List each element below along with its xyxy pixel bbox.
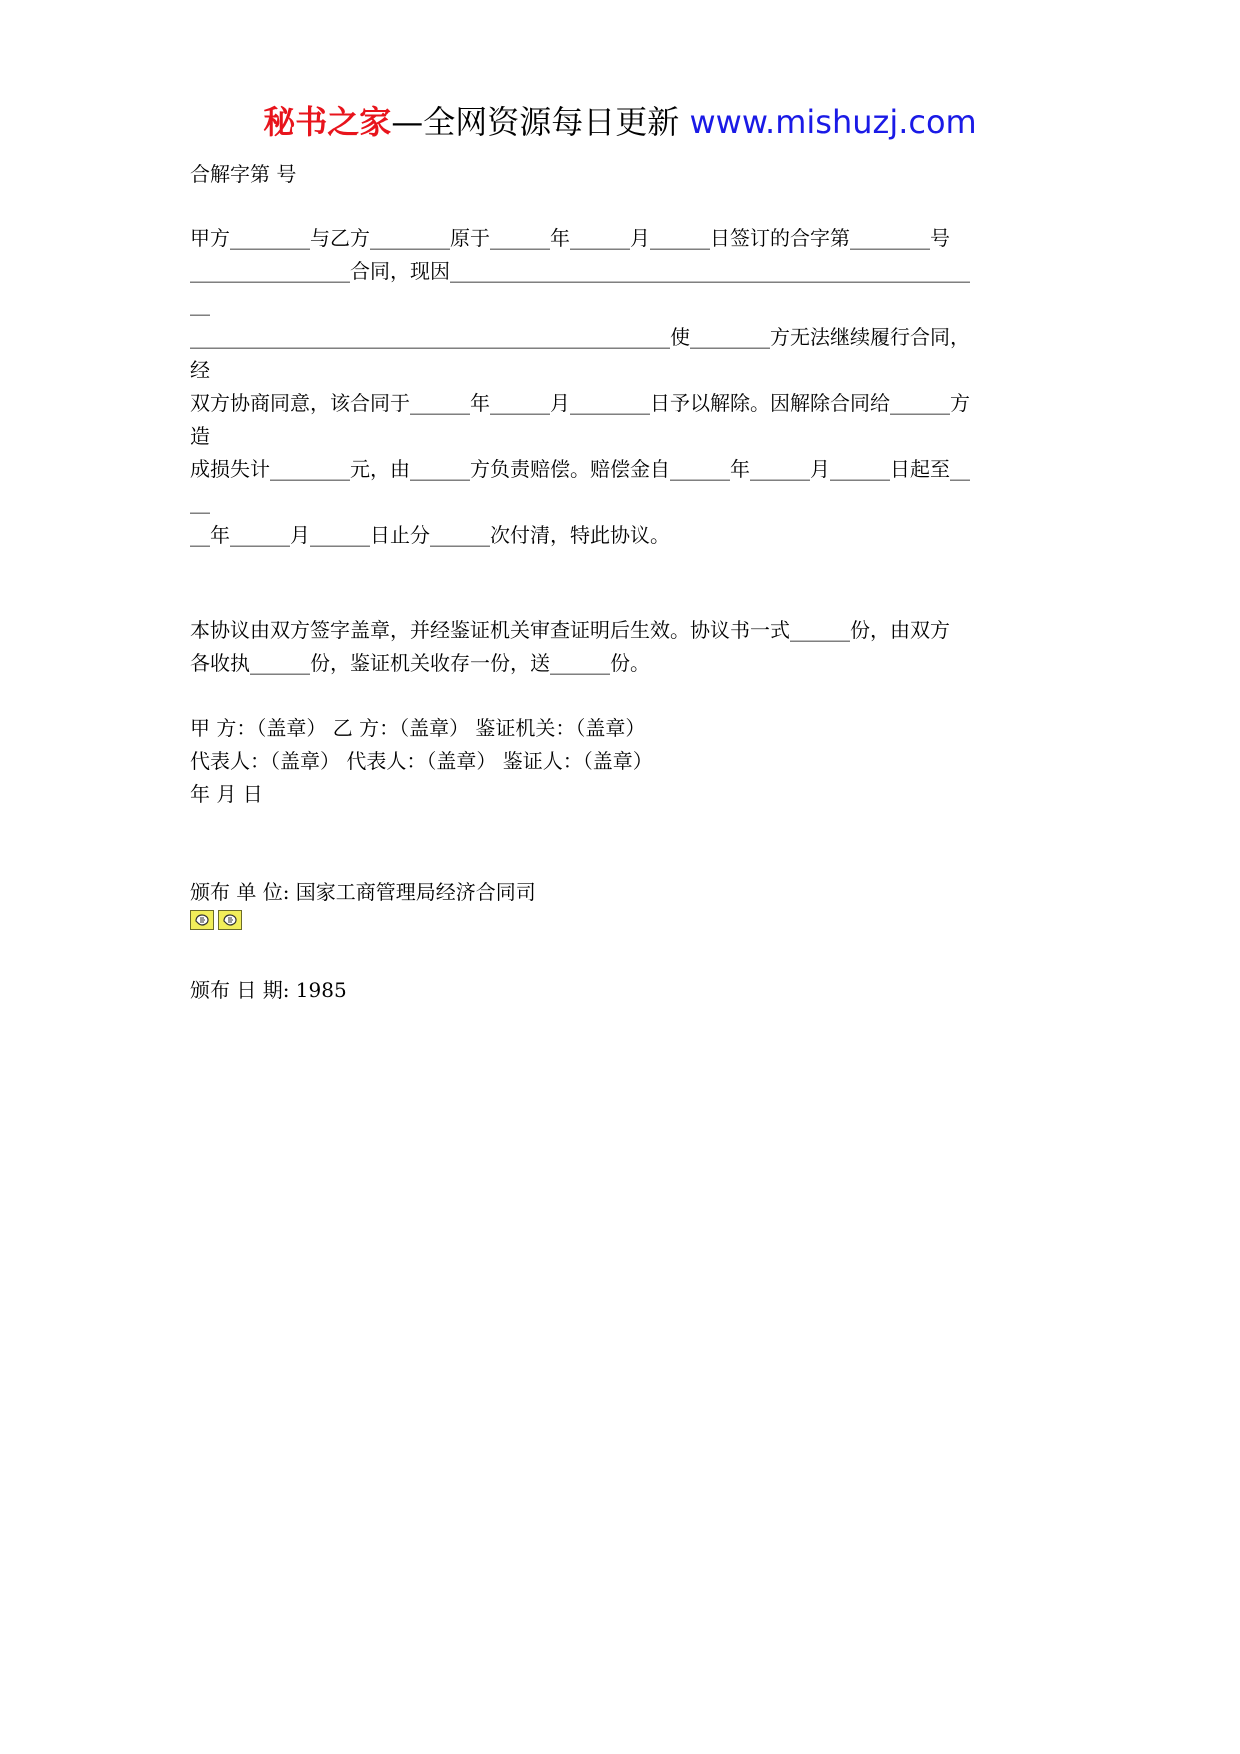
effect-clause bbox=[190, 614, 1050, 680]
issue-date-info bbox=[190, 974, 1050, 1007]
site-banner bbox=[0, 102, 1240, 142]
issue-date-text: 颁布 日 期: 1985 bbox=[190, 978, 347, 1002]
signature-line: 代表人：（盖章） 代表人：（盖章） 鉴证人：（盖章） bbox=[190, 749, 653, 773]
signature-date-line: 年 月 日 bbox=[190, 782, 263, 806]
body-line: 成损失计________元，由______方负责赔偿。赔偿金自______年______月______日起至__ bbox=[190, 457, 970, 481]
ref-number-text: 合解字第 号 bbox=[190, 162, 297, 186]
issuer-text: 颁布 单 位: 国家工商管理局经济合同司 bbox=[190, 880, 536, 904]
effect-line: 本协议由双方签字盖章，并经鉴证机关审查证明后生效。协议书一式______份，由双方 bbox=[190, 618, 950, 642]
effect-line: 各收执______份，鉴证机关收存一份，送______份。 bbox=[190, 651, 650, 675]
agreement-body bbox=[190, 222, 1050, 552]
body-line: 造 bbox=[190, 424, 210, 448]
body-line: ________________________________________________使________方无法继续履行合同， bbox=[190, 325, 970, 349]
body-line: __ bbox=[190, 490, 210, 514]
banner-brand: 秘书之家 bbox=[263, 103, 392, 141]
signature-block bbox=[190, 712, 1050, 811]
hand-icon bbox=[190, 910, 214, 930]
body-line: __ bbox=[190, 292, 210, 316]
body-line: __年______月______日止分______次付清，特此协议。 bbox=[190, 523, 670, 547]
body-line: 经 bbox=[190, 358, 210, 382]
icon-row bbox=[190, 910, 242, 930]
body-line: ________________合同，现因____________________________________________________ bbox=[190, 259, 970, 283]
banner-slogan: —全网资源每日更新 bbox=[391, 103, 680, 141]
document-ref-number bbox=[190, 158, 1050, 191]
issuer-info bbox=[190, 876, 1050, 909]
banner-url-link[interactable]: www.mishuzj.com bbox=[679, 103, 977, 141]
signature-line: 甲 方：（盖章） 乙 方：（盖章） 鉴证机关：（盖章） bbox=[190, 716, 646, 740]
body-line: 双方协商同意，该合同于______年______月________日予以解除。因解除合同给______方 bbox=[190, 391, 970, 415]
body-line: 甲方________与乙方________原于______年______月______日签订的合字第________号 bbox=[190, 226, 950, 250]
hand-icon bbox=[218, 910, 242, 930]
